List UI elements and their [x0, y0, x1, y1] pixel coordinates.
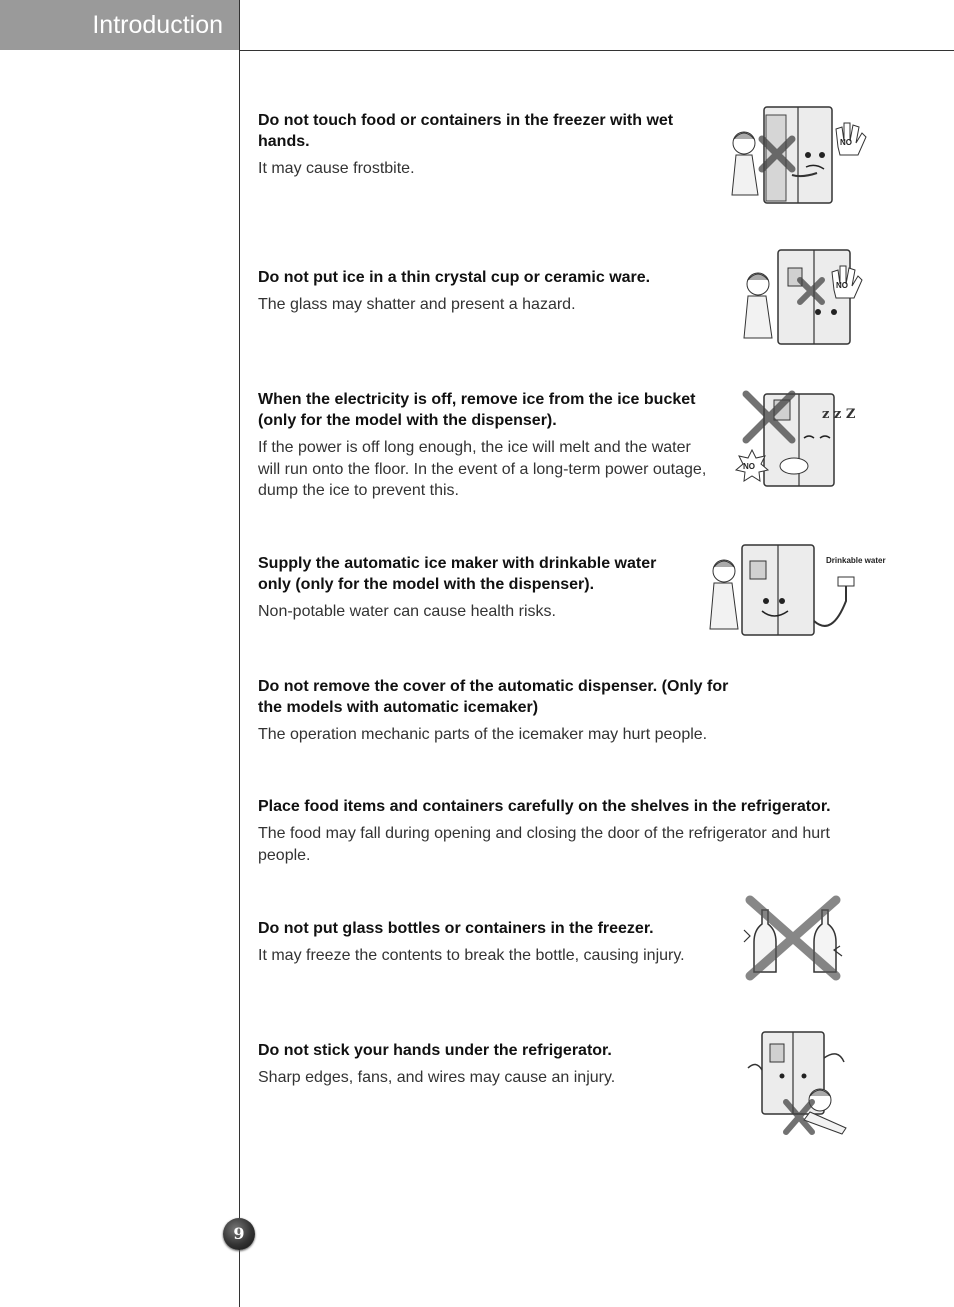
svg-text:NO: NO [743, 462, 755, 471]
warning-heading: Do not touch food or containers in the freezer with wet hands. [258, 112, 674, 150]
warning-text: Non-potable water can cause health risks. [258, 603, 556, 620]
warning-item-crystal-cup [258, 267, 708, 316]
warning-item-drinkable-water [258, 553, 688, 623]
girl-under-fridge-no-icon [746, 1024, 852, 1136]
drinkable-water-caption: Drinkable water [826, 556, 886, 565]
warning-item-power-off [258, 389, 713, 502]
broken-bottles-no-icon [738, 890, 848, 984]
page-number-badge: 9 [223, 1218, 255, 1250]
warning-text: It may freeze the contents to break the bottle, causing injury. [258, 947, 685, 964]
warning-item-shelves [258, 796, 858, 866]
warning-item-glass-bottles [258, 918, 708, 967]
sleeping-fridge-no-icon [734, 388, 864, 496]
warning-text: The glass may shatter and present a hazard. [258, 296, 576, 313]
warning-text: The operation mechanic parts of the icemaker may hurt people. [258, 726, 708, 743]
girl-fridge-no-icon [722, 103, 872, 208]
warning-text: If the power is off long enough, the ice will melt and the water will run onto the floor. In the event of a long-term power outage, dump the ice to prevent this. [258, 439, 707, 499]
header-divider [239, 50, 954, 51]
svg-text:NO: NO [836, 281, 848, 290]
margin-divider [239, 0, 240, 1307]
svg-text:NO: NO [840, 138, 852, 147]
warning-heading: Do not stick your hands under the refrigerator. [258, 1042, 612, 1059]
warning-item-dispenser-cover [258, 676, 738, 746]
warning-text: It may cause frostbite. [258, 160, 415, 177]
warning-text: The food may fall during opening and closing the door of the refrigerator and hurt people. [258, 825, 830, 864]
warning-heading: Do not remove the cover of the automatic dispenser. (Only for the models with automatic icemaker) [258, 678, 729, 716]
section-header-tab [0, 0, 239, 50]
warning-text: Sharp edges, fans, and wires may cause an injury. [258, 1069, 616, 1086]
warning-heading: When the electricity is off, remove ice from the ice bucket (only for the model with the dispenser). [258, 391, 696, 429]
warning-item-frostbite [258, 110, 708, 180]
warning-item-hands-under [258, 1040, 708, 1089]
sleep-zzz: z z Z [822, 407, 856, 422]
girl-fridge-cup-no-icon [738, 246, 863, 346]
warning-heading: Place food items and containers carefully on the shelves in the refrigerator. [258, 798, 831, 815]
warning-heading: Supply the automatic ice maker with drinkable water only (only for the model with the dispenser). [258, 555, 657, 593]
section-title: Introduction [92, 11, 223, 39]
fridge-water-tap-icon [704, 541, 886, 637]
warning-heading: Do not put glass bottles or containers in the freezer. [258, 920, 654, 937]
warning-heading: Do not put ice in a thin crystal cup or ceramic ware. [258, 269, 651, 286]
